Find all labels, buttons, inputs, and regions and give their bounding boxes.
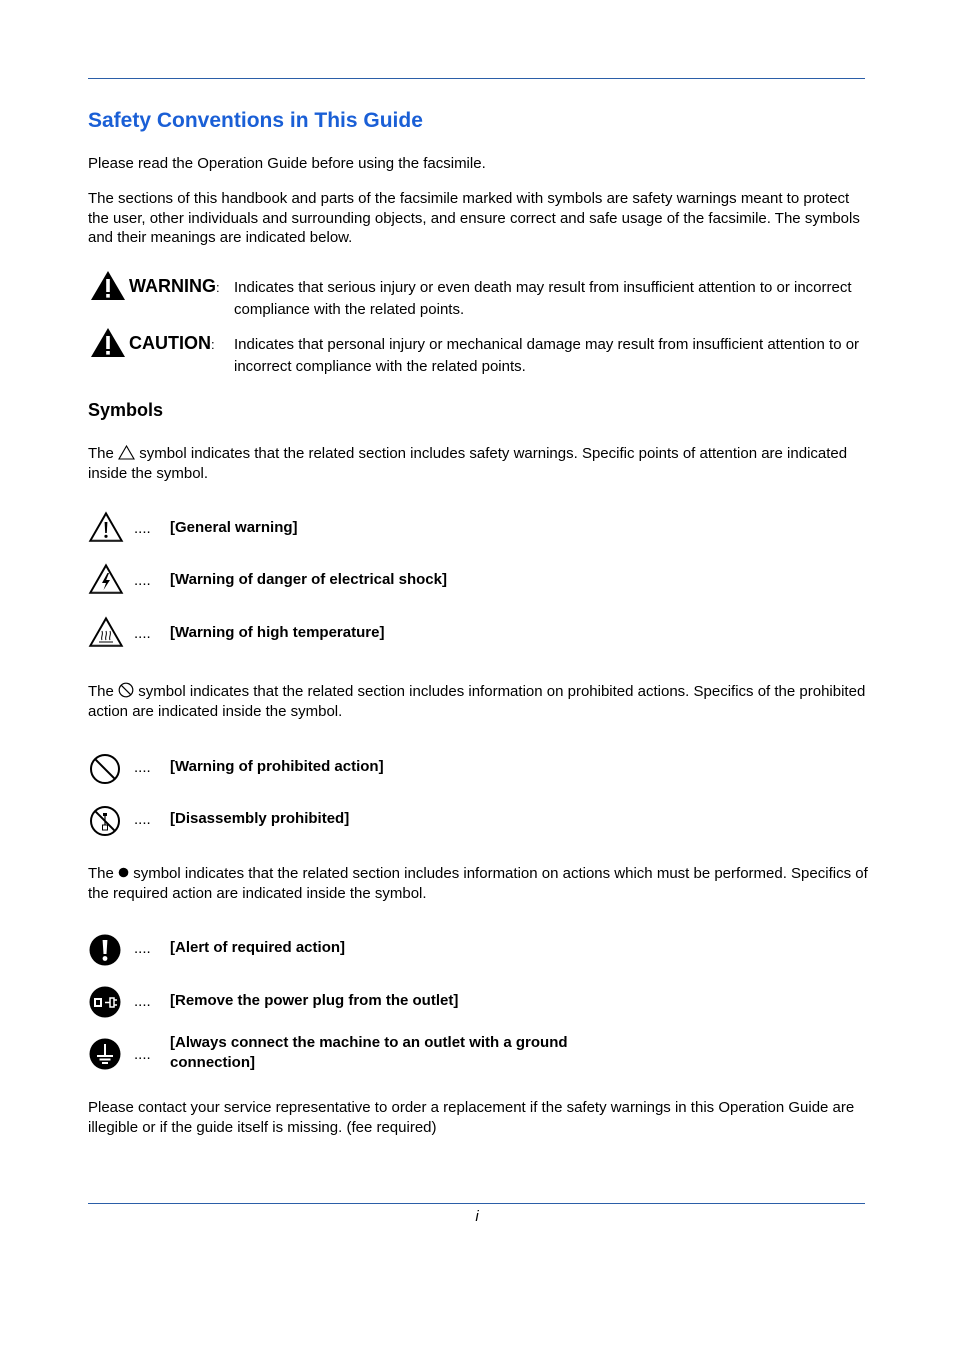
warning-triangle-icon: [90, 270, 126, 301]
ground-connection-label: [Always connect the machine to an outlet with a ground connection]: [170, 1034, 568, 1071]
triangle-section-text: [88, 444, 868, 483]
warning-label: WARNING: [129, 276, 216, 296]
high-temperature-icon: [88, 616, 124, 648]
page-title: Safety Conventions in This Guide: [88, 109, 423, 132]
high-temperature-label: [Warning of high temperature]: [170, 624, 385, 641]
triangle-suffix: symbol indicates that the related section includes safety warnings. Specific points of attention are indicated inside the symbol.: [88, 445, 848, 482]
page-number: i: [475, 1208, 479, 1225]
dots: ....: [134, 572, 151, 589]
warning-text: Indicates that serious injury or even death may result from insufficient attention to or incorrect compliance with the related points.: [234, 279, 852, 318]
caution-text: Indicates that personal injury or mechanical damage may result from insufficient attention to or incorrect compliance with the related points.: [234, 336, 860, 375]
electrical-shock-label: [Warning of danger of electrical shock]: [170, 571, 447, 588]
intro-text: Please read the Operation Guide before using the facsimile.: [88, 155, 486, 172]
triangle-outline-icon: [118, 445, 135, 460]
dots: ....: [134, 811, 151, 828]
warning-colon: :: [216, 280, 220, 295]
required-action-icon: [89, 934, 121, 966]
closing-text: Please contact your service representative to order a replacement if the safety warnings in this Operation Guide are illegible or if the guide itself is missing. (fee required): [88, 1099, 855, 1136]
general-warning-label: [General warning]: [170, 519, 298, 536]
required-section-text: [88, 864, 868, 903]
filled-circle-icon: [118, 867, 129, 878]
caution-label: CAUTION: [129, 333, 211, 353]
prohibited-action-label: [Warning of prohibited action]: [170, 758, 384, 775]
disassembly-prohibited-label: [Disassembly prohibited]: [170, 810, 350, 827]
caution-triangle-icon: [90, 327, 126, 358]
prohibit-outline-icon: [118, 682, 134, 698]
dots: ....: [134, 520, 151, 537]
prohibit-prefix: The: [88, 683, 114, 700]
remove-plug-label: [Remove the power plug from the outlet]: [170, 992, 459, 1009]
prohibited-action-icon: [89, 753, 121, 785]
dots: ....: [134, 940, 151, 957]
top-rule: [88, 78, 865, 79]
dots: ....: [134, 1046, 151, 1063]
disassembly-prohibited-icon: [89, 805, 121, 837]
dots: ....: [134, 993, 151, 1010]
required-prefix: The: [88, 865, 114, 882]
triangle-prefix: The: [88, 445, 114, 462]
caution-colon: :: [211, 337, 215, 352]
required-suffix: symbol indicates that the related section includes information on actions which must be performed. Specifics of the required action are indicated inside the symbol.: [88, 865, 868, 902]
dots: ....: [134, 759, 151, 776]
dots: ....: [134, 625, 151, 642]
general-warning-icon: [88, 511, 124, 543]
electrical-shock-icon: [88, 563, 124, 595]
description-text: The sections of this handbook and parts of the facsimile marked with symbols are safety warnings meant to protect the user, other individuals and surrounding objects, and ensure correct and safe usage of the facsimile. The symbols and their meanings are indicated below.: [88, 190, 860, 246]
required-action-label: [Alert of required action]: [170, 939, 346, 956]
prohibit-section-text: [88, 682, 868, 721]
symbols-heading: Symbols: [88, 400, 164, 420]
remove-plug-icon: [89, 986, 121, 1018]
ground-connection-icon: [89, 1038, 121, 1070]
bottom-rule: [88, 1203, 865, 1204]
prohibit-suffix: symbol indicates that the related section includes information on prohibited actions. Specifics of the prohibited action are indicated inside the symbol.: [88, 683, 866, 720]
